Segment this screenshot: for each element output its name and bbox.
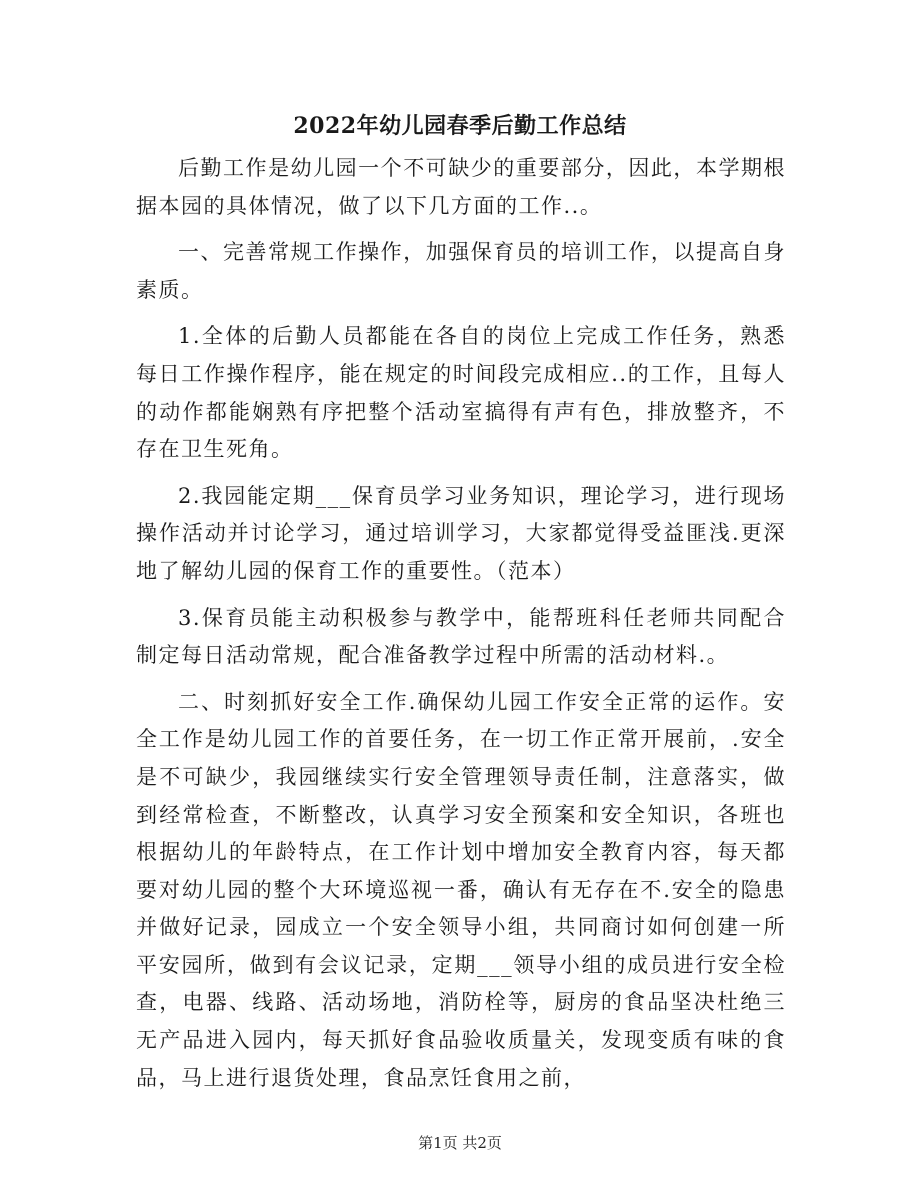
page-footer: 第1页 共2页 <box>418 1134 502 1152</box>
document-title: 2022年幼儿园春季后勤工作总结 <box>293 113 627 139</box>
document-body <box>136 150 786 1106</box>
paragraph-item-2: 2.我园能定期___保育员学习业务知识，理论学习，进行现场操作活动并讨论学习，通过培训学习，大家都觉得受益匪浅.更深地了解幼儿园的保育工作的重要性。（范本） <box>136 483 786 583</box>
paragraph-section-2: 二、时刻抓好安全工作.确保幼儿园工作安全正常的运作。安全工作是幼儿园工作的首要任务，在一切工作正常开展前，.安全是不可缺少，我园继续实行安全管理领导责任制，注意落实，做到经常检查，不断整改，认真学习安全预案和安全知识，各班也根据幼儿的年龄特点，在工作计划中增加安全教育内容，每天都要对幼儿园的整个大环境巡视一番，确认有无存在不.安全的隐患并做好记录，园成立一个安全领导小组，共同商讨如何创建一所平安园所，做到有会议记录，定期___领导小组的成员进行安全检查，电器、线路、活动场地，消防栓等，厨房的食品坚决杜绝三无产品进入园内，每天抓好食品验收质量关，发现变质有味的食品，马上进行退货处理，食品烹饪食用之前， <box>136 689 786 1090</box>
paragraph-intro: 后勤工作是幼儿园一个不可缺少的重要部分，因此，本学期根据本园的具体情况，做了以下几方面的工作..。 <box>136 156 786 218</box>
paragraph-item-3: 3.保育员能主动积极参与教学中，能帮班科任老师共同配合制定每日活动常规，配合准备教学过程中所需的活动材料.。 <box>136 605 786 668</box>
paragraph-item-1: 1.全体的后勤人员都能在各自的岗位上完成工作任务，熟悉每日工作操作程序，能在规定的时间段完成相应..的工作，且每人的动作都能娴熟有序把整个活动室搞得有声有色，排放整齐，不存在卫生死角。 <box>136 324 786 462</box>
paragraph-section-1: 一、完善常规工作操作，加强保育员的培训工作，以提高自身素质。 <box>136 240 786 302</box>
